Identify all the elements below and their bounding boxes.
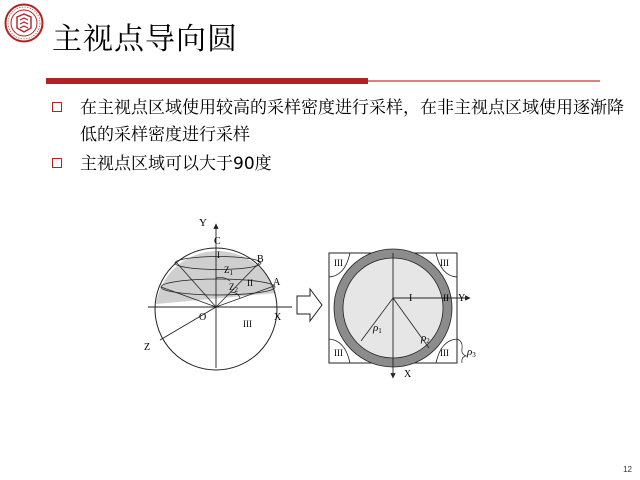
corner-iii-tl: III xyxy=(334,258,343,268)
region-i-label: I xyxy=(217,250,220,260)
right-arrow-icon xyxy=(297,289,322,321)
origin-label: O xyxy=(199,312,207,323)
rho3-bracket xyxy=(457,339,466,363)
flat-map-diagram xyxy=(329,249,476,380)
sphere-diagram xyxy=(144,217,292,370)
point-a-label: A xyxy=(273,277,281,288)
bullet-text: 主视点区域可以大于90度 xyxy=(80,154,272,174)
angle-z1-label: $Z_1$ xyxy=(224,265,233,277)
region-ii-label: II xyxy=(247,278,253,288)
region-iii-label: III xyxy=(243,319,252,329)
map-y-label: Y xyxy=(458,293,466,304)
sphere-y-label: Y xyxy=(199,217,207,229)
point-c-label: C xyxy=(214,236,221,247)
rho2-label: ρ2 xyxy=(421,332,430,345)
corner-iii-tr: III xyxy=(440,258,449,268)
page-number: 12 xyxy=(623,465,632,474)
sphere-z-label: Z xyxy=(144,342,151,353)
point-b-label: B xyxy=(257,254,264,265)
map-x-label: X xyxy=(404,369,412,380)
angle-z2-label: $Z_2$ xyxy=(229,282,238,294)
bullet-text: 在主视点区域使用较高的采样密度进行采样，在非主视点区域使用逐渐降低的采样密度进行采样 xyxy=(80,98,624,145)
map-region-ii-label: II xyxy=(443,293,449,303)
sphere-x-label: X xyxy=(274,312,282,323)
map-region-i-label: I xyxy=(409,293,413,304)
z-axis xyxy=(160,307,216,340)
corner-iii-bl: III xyxy=(334,348,343,358)
slide-title: 主视点导向圆 xyxy=(52,22,238,57)
rho3-label: ρ3 xyxy=(467,346,476,359)
rho1-label: ρ1 xyxy=(373,322,382,335)
corner-iii-br: III xyxy=(440,348,449,358)
